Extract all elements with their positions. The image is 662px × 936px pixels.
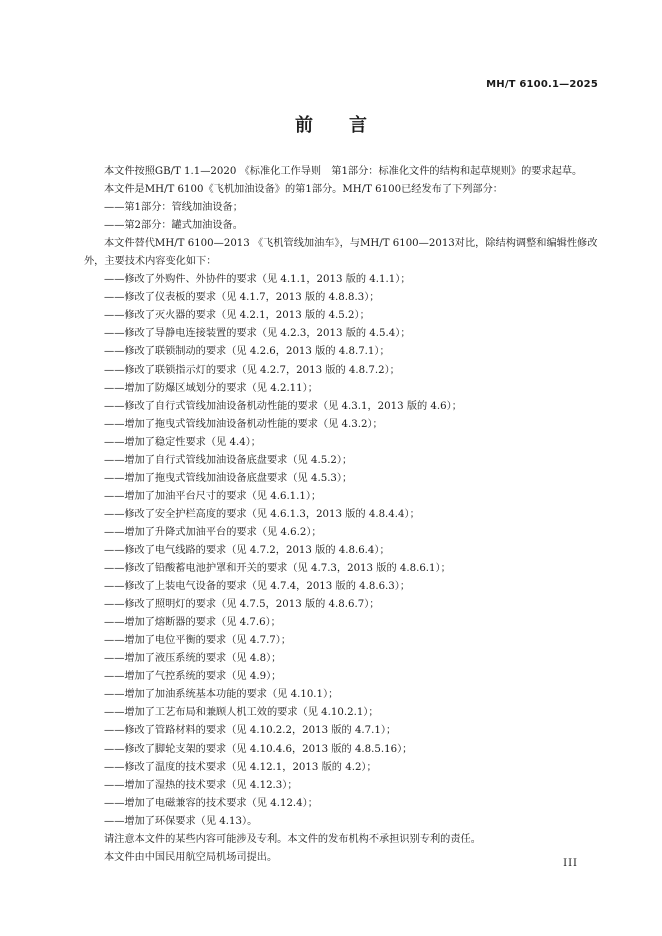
list-item: ——增加了环保要求（见 4.13）。 <box>104 815 258 827</box>
list-item: ——修改了导静电连接装置的要求（见 4.2.3，2013 版的 4.5.4）； <box>104 328 411 340</box>
list-item: ——修改了温度的技术要求（见 4.12.1，2013 版的 4.2）； <box>104 761 377 773</box>
list-item: ——增加了熔断器的要求（见 4.7.6）； <box>104 617 281 629</box>
list-item: ——修改了仪表板的要求（见 4.1.7，2013 版的 4.8.8.3）； <box>104 292 380 304</box>
list-item: ——增加了升降式加油平台的要求（见 4.6.2）； <box>104 526 322 538</box>
list-item: ——增加了加油系统基本功能的要求（见 4.10.1）； <box>104 689 339 701</box>
list-item: ——增加了加油平台尺寸的要求（见 4.6.1.1）； <box>104 490 322 502</box>
list-item: ——增加了液压系统的要求（见 4.8）； <box>104 653 282 665</box>
list-item: ——增加了拖曳式管线加油设备底盘要求（见 4.5.3）； <box>104 472 353 484</box>
proposer-statement: 本文件由中国民用航空局机场司提出。 <box>104 851 278 863</box>
list-item: ——修改了上装电气设备的要求（见 4.7.4，2013 版的 4.8.6.3）； <box>104 581 411 593</box>
list-item: ——第2部分：罐式加油设备。 <box>104 220 243 232</box>
foreword-body <box>84 163 600 867</box>
list-item: ——修改了照明灯的要求（见 4.7.5，2013 版的 4.8.6.7）； <box>104 599 380 611</box>
list-item: ——增加了电位平衡的要求（见 4.7.7）； <box>104 635 292 647</box>
list-item: ——增加了自行式管线加油设备底盘要求（见 4.5.2）； <box>104 454 353 466</box>
replace-paragraph: 本文件替代MH/T 6100—2013 《飞机管线加油车》，与MH/T 6100—2013对比，除结构调整和编辑性修改外，主要技术内容变化如下： <box>84 238 598 268</box>
list-item: ——修改了电气线路的要求（见 4.7.2，2013 版的 4.8.6.4）； <box>104 544 390 556</box>
document-code: MH/T 6100.1—2025 <box>486 79 598 90</box>
list-item: ——修改了管路材料的要求（见 4.10.2.2，2013 版的 4.7.1）； <box>104 725 397 737</box>
list-item: ——修改了联锁指示灯的要求（见 4.2.7，2013 版的 4.8.7.2）； <box>104 364 400 376</box>
page-number: III <box>563 858 578 869</box>
page-title: 前 言 <box>295 115 367 136</box>
parts-list <box>84 199 600 235</box>
list-item: ——增加了气控系统的要求（见 4.9）； <box>104 671 282 683</box>
list-item: ——修改了联锁制动的要求（见 4.2.6，2013 版的 4.8.7.1）； <box>104 346 390 358</box>
list-item: ——修改了安全护栏高度的要求（见 4.6.1.3，2013 版的 4.8.4.4）； <box>104 508 420 520</box>
intro-paragraph: 本文件按照GB/T 1.1—2020 《标准化工作导则 第1部分：标准化文件的结构和起草规则》的要求起草。 <box>104 166 583 177</box>
intro-paragraph: 本文件是MH/T 6100《飞机加油设备》的第1部分。MH/T 6100已经发布了下列部分： <box>104 184 503 196</box>
list-item: ——增加了湿热的技术要求（见 4.12.3）； <box>104 779 298 791</box>
list-item: ——修改了铅酸蓄电池护罩和开关的要求（见 4.7.3，2013 版的 4.8.6.1）； <box>104 563 451 575</box>
list-item: ——第1部分：管线加油设备； <box>104 202 243 214</box>
list-item: ——修改了外购件、外协件的要求（见 4.1.1，2013 版的 4.1.1）； <box>104 274 411 286</box>
changes-list <box>84 271 600 830</box>
list-item: ——修改了脚轮支架的要求（见 4.10.4.6，2013 版的 4.8.5.16）； <box>104 743 413 755</box>
patent-notice: 请注意本文件的某些内容可能涉及专利。本文件的发布机构不承担识别专利的责任。 <box>104 833 481 845</box>
list-item: ——增加了稳定性要求（见 4.4）； <box>104 436 261 448</box>
list-item: ——增加了拖曳式管线加油设备机动性能的要求（见 4.3.2）； <box>104 418 383 430</box>
list-item: ——增加了防爆区域划分的要求（见 4.2.11）； <box>104 382 318 394</box>
list-item: ——增加了电磁兼容的技术要求（见 4.12.4）； <box>104 797 318 809</box>
list-item: ——增加了工艺布局和兼顾人机工效的要求（见 4.10.2.1）； <box>104 707 379 719</box>
list-item: ——修改了自行式管线加油设备机动性能的要求（见 4.3.1，2013 版的 4.6）； <box>104 400 462 412</box>
list-item: ——修改了灭火器的要求（见 4.2.1，2013 版的 4.5.2）； <box>104 310 370 322</box>
